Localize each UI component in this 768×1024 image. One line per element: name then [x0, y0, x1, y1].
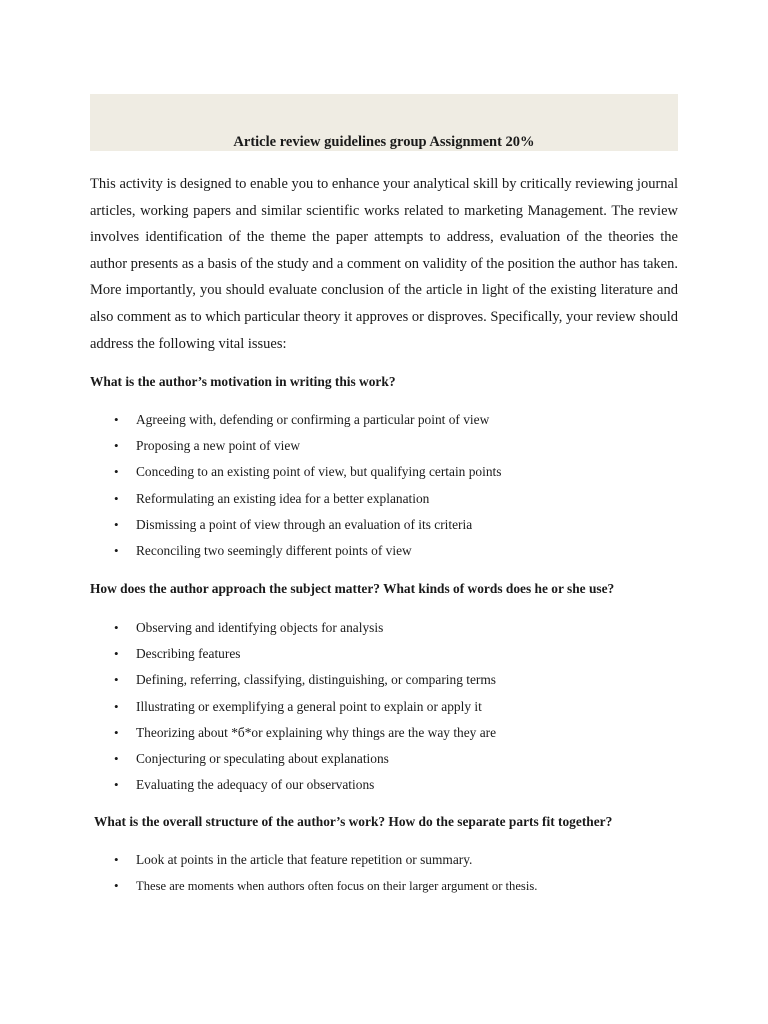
bullet-icon: • [114, 412, 119, 427]
list-item-text: These are moments when authors often focus on their larger argument or thesis. [136, 879, 538, 894]
list-item [0, 463, 700, 489]
list-item-text: Look at points in the article that feature repetition or summary. [136, 852, 473, 867]
bullet-icon: • [114, 516, 119, 532]
list-item-text: Agreeing with, defending or confirming a particular point of view [136, 412, 490, 427]
list-item-text: Conceding to an existing point of view, but qualifying certain points [136, 464, 502, 480]
list-item [0, 516, 700, 542]
section-heading-approach: How does the author approach the subject matter? What kinds of words does he or she use? [90, 581, 615, 596]
list-item [0, 750, 700, 776]
bullet-icon: • [114, 646, 119, 662]
bullet-icon: • [114, 777, 119, 793]
list-item [0, 645, 700, 671]
list-item [0, 851, 700, 877]
list-item-text: Describing features [136, 646, 241, 662]
bullet-list-structure [0, 851, 700, 903]
bullet-icon: • [114, 542, 119, 558]
bullet-icon: • [114, 750, 119, 766]
list-item [0, 542, 700, 568]
list-item-text: Defining, referring, classifying, distinguishing, or comparing terms [136, 672, 496, 688]
list-item [0, 619, 700, 645]
list-item-text: Evaluating the adequacy of our observations [136, 777, 375, 793]
bullet-icon: • [114, 724, 119, 740]
list-item [0, 776, 700, 802]
bullet-icon: • [114, 698, 119, 714]
bullet-list-approach [0, 619, 700, 802]
bullet-icon: • [114, 490, 119, 506]
list-item [0, 437, 700, 463]
bullet-icon: • [114, 878, 119, 894]
document-title: Article review guidelines group Assignment 20% [233, 134, 535, 150]
bullet-icon: • [114, 852, 119, 867]
list-item-text: Conjecturing or speculating about explanations [136, 750, 389, 766]
bullet-icon: • [114, 620, 119, 635]
list-item [0, 411, 700, 437]
bullet-icon: • [114, 438, 119, 454]
list-item [0, 877, 700, 903]
list-item-text: Reformulating an existing idea for a better explanation [136, 490, 430, 506]
list-item [0, 490, 700, 516]
list-item-text: Illustrating or exemplifying a general point to explain or apply it [136, 698, 482, 714]
list-item-text: Observing and identifying objects for analysis [136, 620, 384, 635]
list-item-text: Dismissing a point of view through an evaluation of its criteria [136, 516, 473, 532]
intro-paragraph: This activity is designed to enable you to enhance your analytical skill by critically reviewing journal articles, working papers and similar scientific works related to marketing Management. The review involves identification of the theme the paper attempts to address, evaluation of the theories the author presents as a basis of the study and a comment on validity of the position the author has taken. More importantly, you should evaluate conclusion of the article in light of the existing literature and also comment as to which particular theory it approves or disproves. Specifically, your review should address the following vital issues: [90, 176, 678, 352]
bullet-icon: • [114, 672, 119, 688]
section-heading-structure: What is the overall structure of the author’s work? How do the separate parts fit together? [94, 814, 613, 829]
list-item [0, 724, 700, 750]
list-item-text: Reconciling two seemingly different points of view [136, 542, 412, 558]
list-item-text: Proposing a new point of view [136, 438, 301, 454]
bullet-icon: • [114, 464, 119, 480]
list-item-text: Theorizing about *б*or explaining why things are the way they are [136, 724, 497, 740]
list-item [0, 671, 700, 697]
bullet-list-motivation [0, 411, 700, 568]
section-heading-motivation: What is the author’s motivation in writing this work? [90, 374, 396, 389]
list-item [0, 698, 700, 724]
